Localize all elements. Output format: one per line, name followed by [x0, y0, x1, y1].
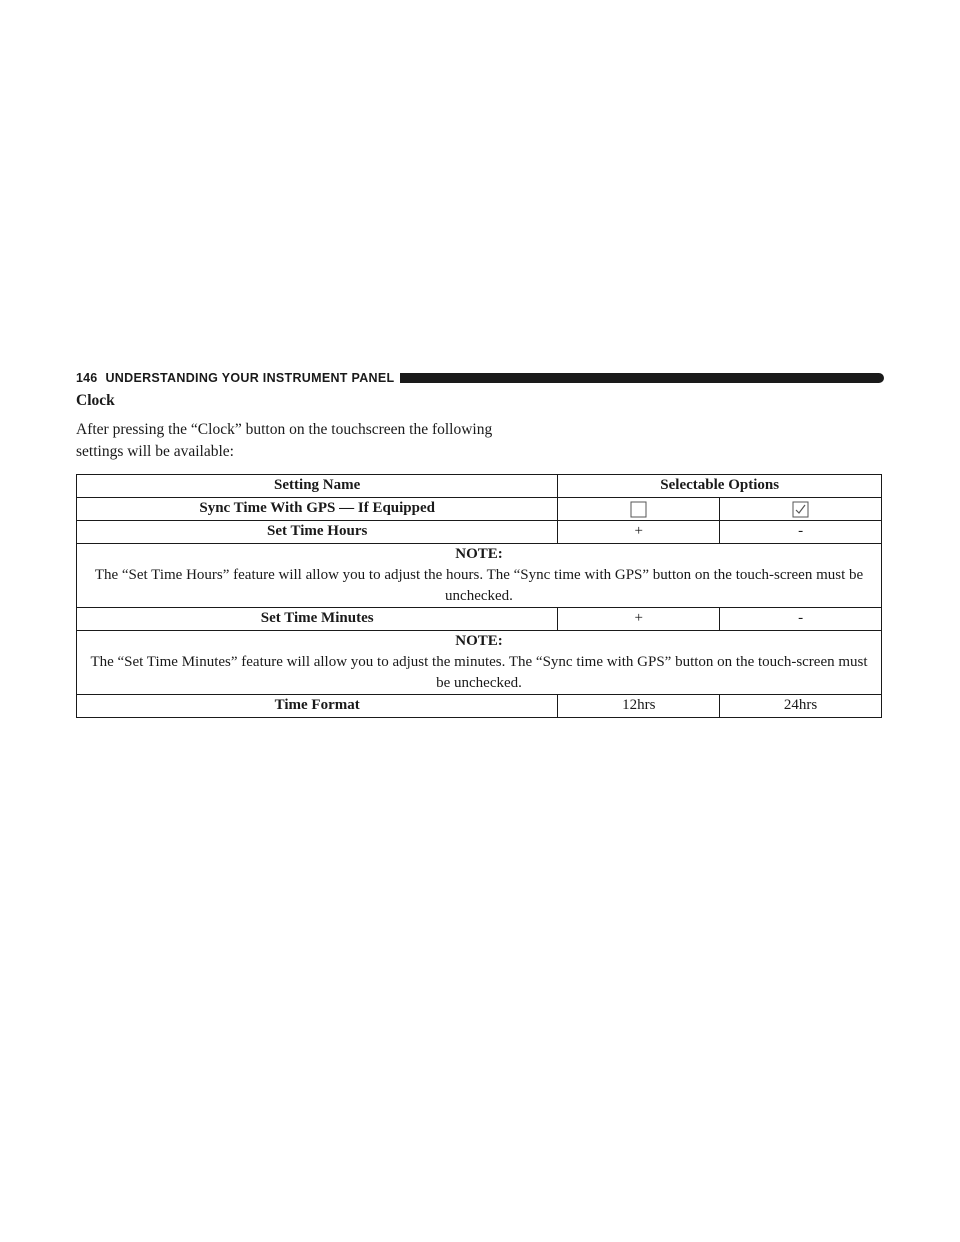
- table-row: [77, 521, 882, 544]
- note-label: NOTE:: [455, 633, 503, 649]
- page-number: 146: [76, 371, 98, 385]
- note-cell: [77, 544, 882, 608]
- intro-paragraph: After pressing the “Clock” button on the touchscreen the following settings will be available:: [76, 421, 493, 460]
- option-cell: [720, 498, 882, 521]
- option-cell: -: [720, 608, 882, 631]
- option-cell: 24hrs: [720, 695, 882, 718]
- table-row: [77, 695, 882, 718]
- table-header-row: [77, 475, 882, 498]
- clock-settings-table: [76, 474, 882, 718]
- setting-name-cell: Set Time Minutes: [77, 608, 558, 631]
- option-cell: +: [558, 521, 720, 544]
- note-row: [77, 631, 882, 695]
- setting-name-cell: Sync Time With GPS — If Equipped: [77, 498, 558, 521]
- section-title: UNDERSTANDING YOUR INSTRUMENT PANEL: [105, 371, 395, 385]
- note-label: NOTE:: [455, 546, 503, 562]
- note-cell: [77, 631, 882, 695]
- option-cell: 12hrs: [558, 695, 720, 718]
- table-row: [77, 608, 882, 631]
- setting-name-cell: Time Format: [77, 695, 558, 718]
- option-cell: [558, 498, 720, 521]
- page-header: [76, 370, 884, 386]
- setting-name-cell: Set Time Hours: [77, 521, 558, 544]
- note-text: The “Set Time Minutes” feature will allow you to adjust the minutes. The “Sync time with GPS” button on the touch-screen must be unchecked.: [90, 654, 868, 691]
- option-cell: -: [720, 521, 882, 544]
- header-rule: [400, 373, 884, 383]
- column-header-selectable-options: Selectable Options: [558, 475, 882, 498]
- note-row: [77, 544, 882, 608]
- table-row: [77, 498, 882, 521]
- checkbox-checked-icon: [792, 501, 809, 518]
- checkbox-unchecked-icon: [630, 501, 647, 518]
- note-text: The “Set Time Hours” feature will allow you to adjust the hours. The “Sync time with GPS” button on the touch-screen must be unchecked.: [94, 567, 864, 604]
- section-heading: Clock: [76, 392, 115, 409]
- option-cell: +: [558, 608, 720, 631]
- column-header-setting-name: Setting Name: [77, 475, 558, 498]
